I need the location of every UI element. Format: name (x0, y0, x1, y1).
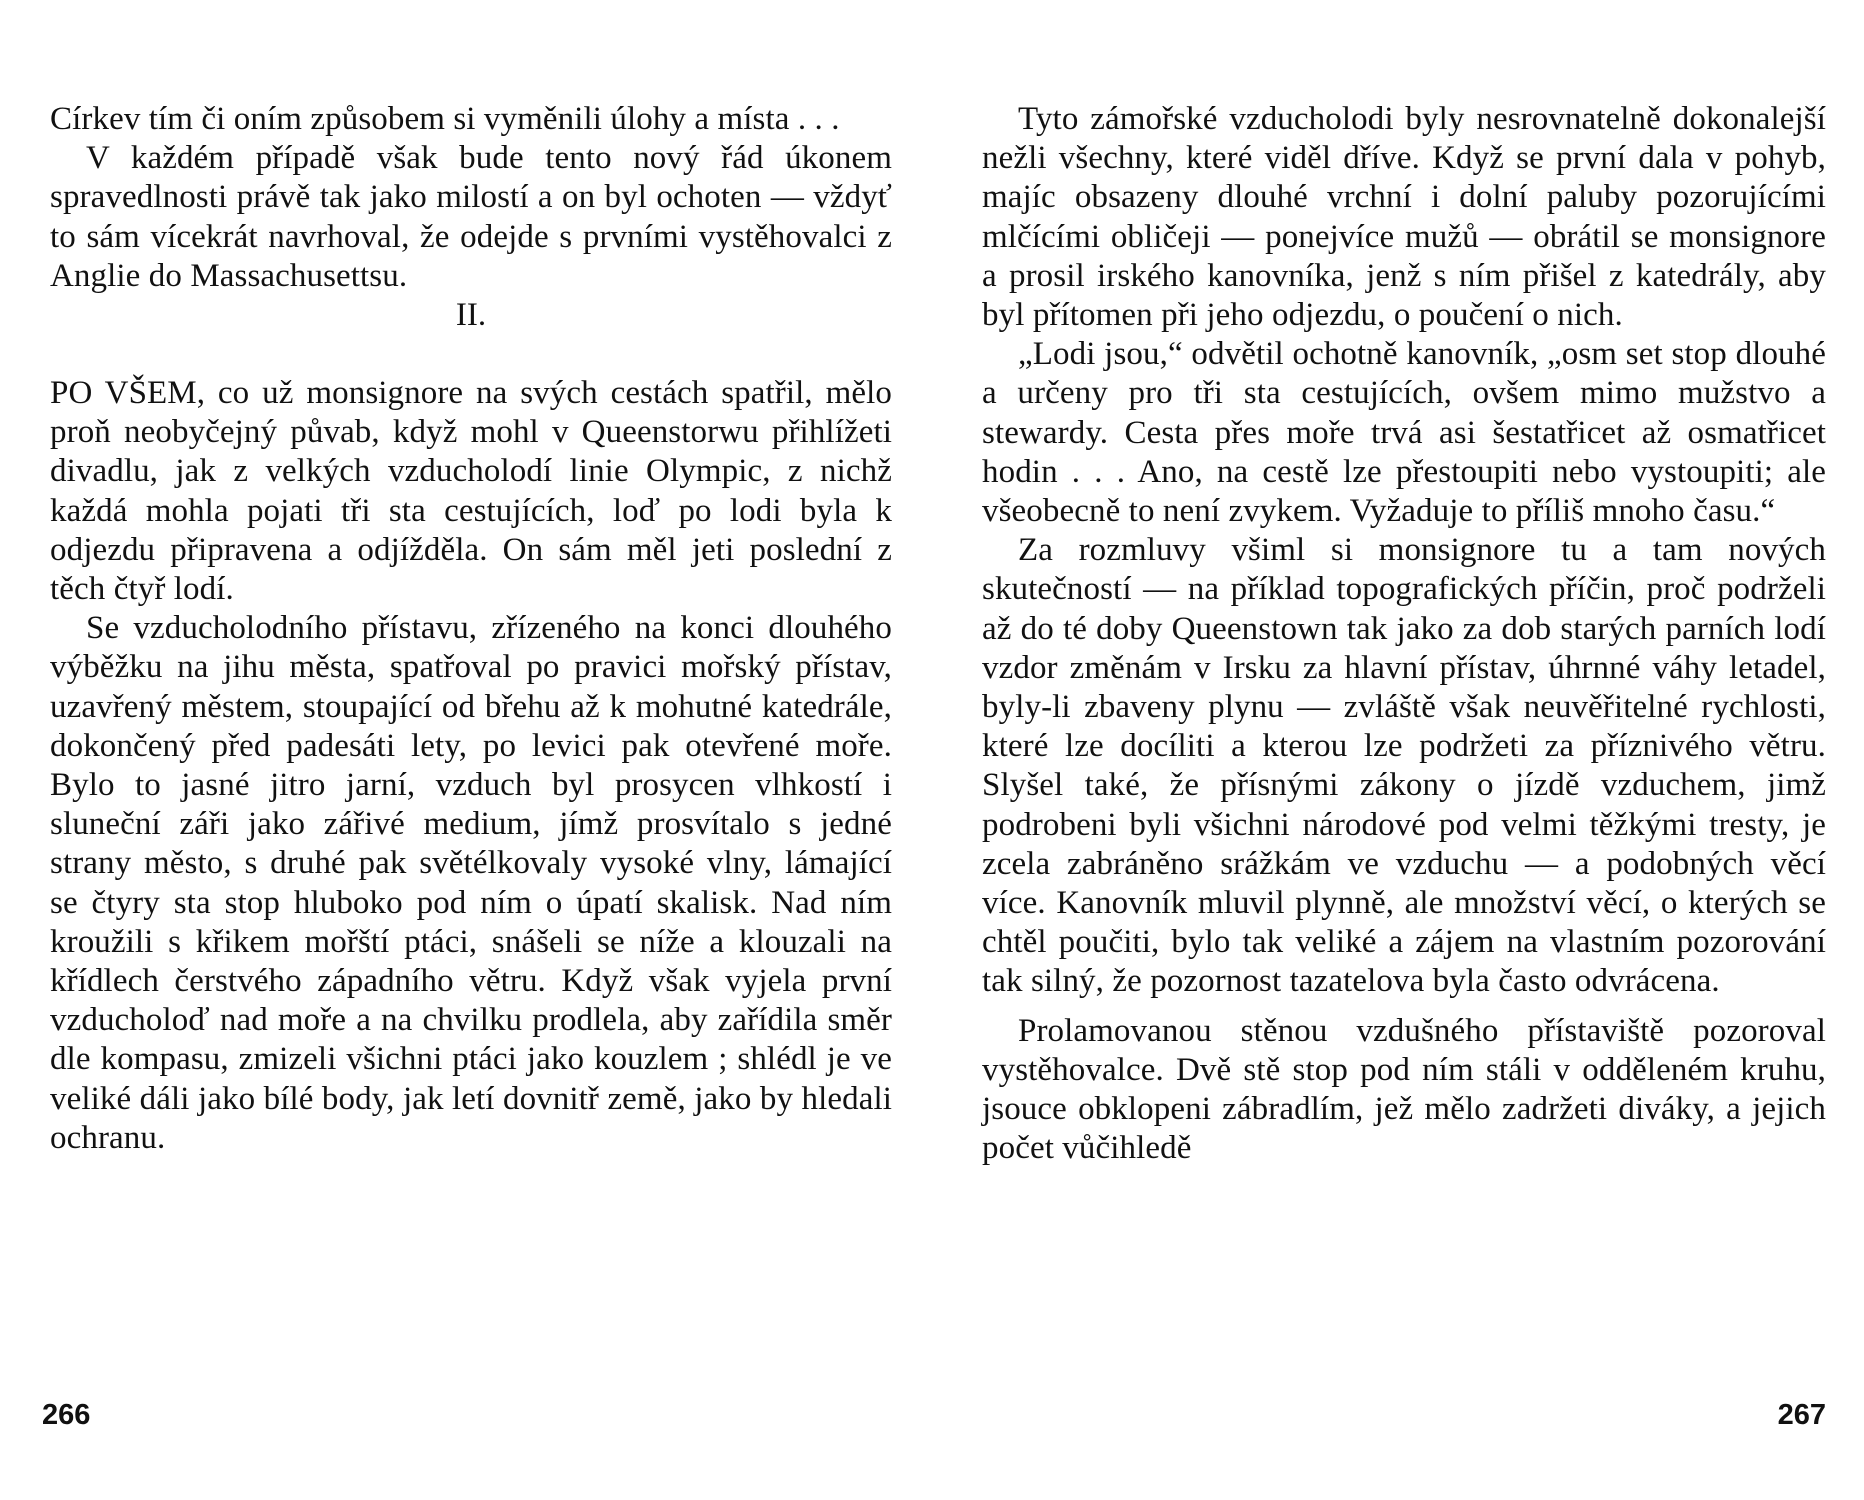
page-number-right: 267 (1777, 1399, 1826, 1431)
right-paragraph-2: „Lodi jsou,“ odvětil ochotně kanovník, „osm set stop dlouhé a určeny pro tři sta cestujících, ovšem mimo mužstvo a stewardy. Cesta přes moře trvá asi šestatřicet až osmatřicet hodin . . . Ano, na cestě lze přestoupiti nebo vystoupiti; ale všeobecně to není zvykem. Vyžaduje to příliš mnoho času.“ (982, 336, 1826, 530)
right-paragraph-3: Za rozmluvy všiml si monsignore tu a tam nových skutečností — na příklad topografických příčin, proč podrželi až do té doby Queenstown tak jako za dob starých parních lodí vzdor změnám v Irsku za hlavní přístav, úhrnné váhy letadel, byly-li zbaveny plynu — zvláště však neuvěřitelné rychlosti, které lze docíliti a kterou lze podržeti za příznivého větru. Slyšel také, že přísnými zákony o jízdě vzduchem, jimž podrobeni byli všichni národové pod velmi těžkými tresty, je zcela zabráněno srážkám ve vzduchu — a podobných věcí více. Kanovník mluvil plynně, ale množství věcí, o kterých se chtěl poučiti, bylo tak veliké a zájem na vlastním pozorování tak silný, že pozornost tazatelova byla často odvrácena. (982, 532, 1826, 1000)
section-heading: II. (455, 297, 487, 334)
left-section-paragraph-1: PO VŠEM, co už monsignore na svých cestách spatřil, mělo proň neobyčejný půvab, když mohl v Queenstorwu přihlížeti divadlu, jak z velkých vzducholodí linie Olympic, z nichž každá mohla pojati tři sta cestujících, loď po lodi byla k odjezdu připravena a odjížděla. On sám měl jeti poslední z těch čtyř lodí. (50, 375, 892, 608)
page-number-left: 266 (42, 1399, 91, 1431)
right-paragraph-4: Prolamovanou stěnou vzdušného přístaviště pozoroval vystěhovalce. Dvě stě stop pod ním stáli v odděleném kruhu, jsouce obklopeni zábradlím, jež mělo zadržeti diváky, a jejich počet vůčihledě (982, 1012, 1826, 1167)
left-page (50, 100, 892, 1158)
left-paragraph-2: V každém případě však bude tento nový řád úkonem spravedlnosti právě tak jako milostí a on byl ochoten — vždyť to sám vícekrát navrhoval, že odejde s prvními vystěhovalci z Anglie do Massachusettsu. (50, 140, 892, 294)
left-section-paragraph-2: Se vzducholodního přístavu, zřízeného na konci dlouhého výběžku na jihu města, spatřoval po pravici mořský přístav, uzavřený městem, stoupající od břehu až k mohutné katedrále, dokončený před padesáti lety, po levici pak otevřené moře. Bylo to jasné jitro jarní, vzduch byl prosycen vlhkostí i sluneční záři jako zářivé medium, jímž prosvítalo s jedné strany město, s druhé pak světélkovaly vysoké vlny, lámající se čtyry sta stop hluboko pod ním o úpatí skalisk. Nad ním kroužili s křikem mořští ptáci, snášeli se níže a klouzali na křídlech čerstvého západního větru. Když však vyjela první vzducholoď nad moře a na chvilku prodlela, aby zařídila směr dle kompasu, zmizeli všichni ptáci jako kouzlem ; shlédl je ve veliké dáli jako bílé body, jak letí dovnitř země, jako by hledali ochranu. (50, 610, 892, 1156)
left-paragraph-1: Církev tím či oním způsobem si vyměnili úlohy a místa . . . (50, 101, 840, 137)
right-page (982, 100, 1826, 1168)
right-paragraph-1: Tyto zámořské vzducholodi byly nesrovnatelně dokonalejší nežli všechny, které viděl dříve. Když se první dala v pohyb, majíc obsazeny dlouhé vrchní i dolní paluby pozorujícími mlčícími obličeji — ponejvíce mužů — obrátil se monsignore a prosil irského kanovníka, jenž s ním přišel z katedrály, aby byl přítomen při jeho odjezdu, o poučení o nich. (982, 101, 1826, 334)
